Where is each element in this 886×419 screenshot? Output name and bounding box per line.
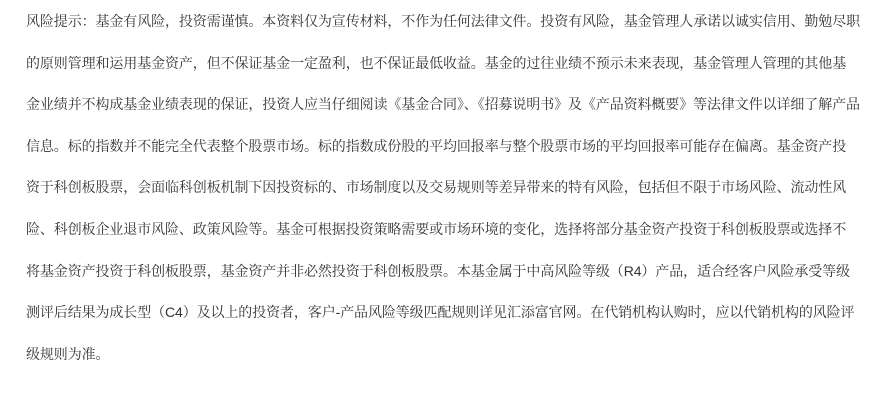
risk-text-line-5: 资于科创板股票，会面临科创板机制下因投资标的、市场制度以及交易规则等差异带来的特有风险，包括但不限于市场风险、流动性风 bbox=[26, 179, 847, 196]
risk-text-line-6: 险、科创板企业退市风险、政策风险等。基金可根据投资策略需要或市场环境的变化，选择将部分基金资产投资于科创板股票或选择不 bbox=[26, 220, 847, 237]
risk-text-line-8: 测评后结果为成长型（C4）及以上的投资者，客户-产品风险等级匹配规则详见汇添富官网。在代销机构认购时，应以代销机构的风险评 bbox=[26, 304, 855, 321]
risk-text-line-2: 的原则管理和运用基金资产，但不保证基金一定盈利，也不保证最低收益。基金的过往业绩不预示未来表现，基金管理人管理的其他基 bbox=[26, 54, 847, 71]
risk-text-line-9: 级规则为准。 bbox=[26, 345, 110, 362]
risk-text-line-3: 金业绩并不构成基金业绩表现的保证，投资人应当仔细阅读《基金合同》、《招募说明书》及《产品资料概要》等法律文件以详细了解产品 bbox=[26, 96, 860, 113]
risk-text-line-4: 信息。标的指数并不能完全代表整个股票市场。标的指数成份股的平均回报率与整个股票市场的平均回报率可能存在偏离。基金资产投 bbox=[26, 137, 847, 154]
risk-text-line-1: 风险提示：基金有风险，投资需谨慎。本资料仅为宣传材料，不作为任何法律文件。投资有风险，基金管理人承诺以诚实信用、勤勉尽职 bbox=[26, 13, 860, 29]
risk-disclaimer-paragraph bbox=[26, 1, 860, 375]
risk-text-line-7: 将基金资产投资于科创板股票，基金资产并非必然投资于科创板股票。本基金属于中高风险等级（R4）产品，适合经客户风险承受等级 bbox=[26, 262, 850, 279]
